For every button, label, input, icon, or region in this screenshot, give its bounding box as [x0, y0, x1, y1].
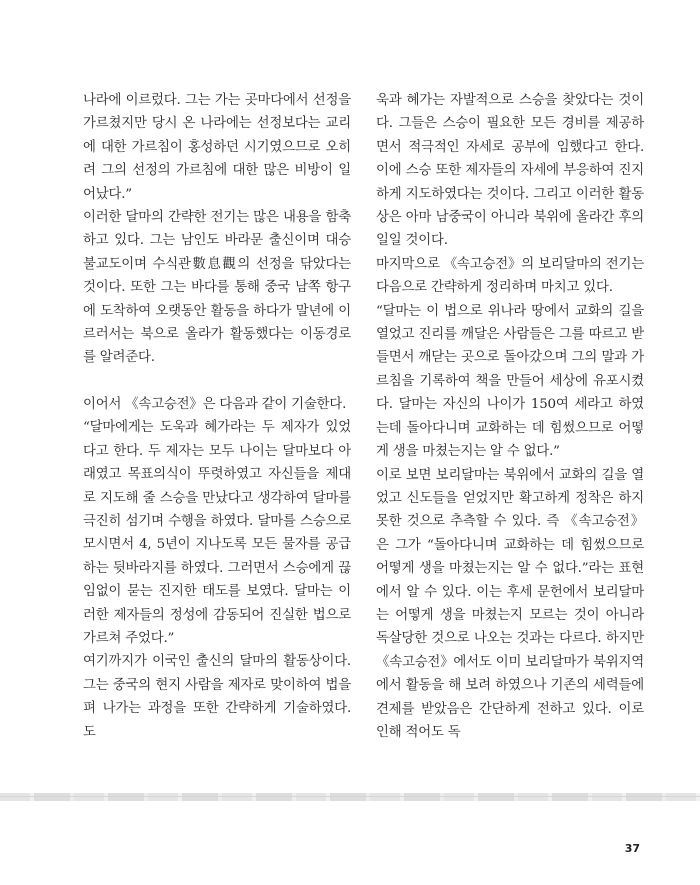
footer-divider [0, 793, 700, 801]
paragraph: 이어서 《속고승전》은 다음과 같이 기술한다. “달마에게는 도욱과 혜가라는 두 제자가 있었다고 한다. 두 제자는 모두 나이는 달마보다 아래였고 목표의식이 뚜렷하였고 자신들을 제대로 지도해 줄 스승을 만났다고 생각하여 달마를 극진히 섬기며 수행을 하였다. 달마를 스승으로 모시면서 4, 5년이 지나도록 모든 물자를 공급하는 뒷바라지를 하였다. 그러면서 스승에게 끊임없이 묻는 진지한 태도를 보였다. 달마는 이러한 제자들의 정성에 감동되어 진실한 법으로 가르쳐 주었다.” [83, 396, 351, 646]
page-number: 37 [624, 842, 640, 855]
paragraph: 이로 보면 보리달마는 북위에서 교화의 길을 열었고 신도들을 얻었지만 확고하게 정착은 하지 못한 것으로 추측할 수 있다. 즉 《속고승전》은 그가 “돌아다니며 교화하는 데 힘썼으므로 어떻게 생을 마쳤는지는 알 수 없다.”라는 표현에서 알 수 있다. 이는 후세 문헌에서 보리달마는 어떻게 생을 마쳤는지 모르는 것이 아니라 독살당한 것으로 나오는 것과는 다르다. 하지만 《속고승전》에서도 이미 보리달마가 북위지역에서 활동을 해 보려 하였으나 기존의 세력들에 견제를 받았음은 간단하게 전하고 있다. 이로 인해 적어도 독 [376, 467, 644, 740]
paragraph: 욱과 혜가는 자발적으로 스승을 찾았다는 것이다. 그들은 스승이 필요한 모든 경비를 제공하면서 적극적인 자세로 공부에 임했다고 한다. 이에 스승 또한 제자들의 자세에 부응하여 진지하게 지도하였다는 것이다. 그리고 이러한 활동상은 아마 남중국이 아니라 북위에 올라간 후의 일일 것이다. [376, 93, 644, 249]
left-column [83, 89, 351, 744]
right-column [376, 89, 644, 744]
paragraph: 여기까지가 이국인 출신의 달마의 활동상이다. 그는 중국의 현지 사람을 제자로 맞이하여 법을 펴 나가는 과정을 또한 간략하게 기술하였다. 도 [83, 654, 351, 740]
paragraph: “달마는 이 법으로 위나라 땅에서 교화의 길을 열었고 진리를 깨달은 사람들은 그를 따르고 받들면서 깨닫는 곳으로 돌아갔으며 그의 말과 가르침을 기록하여 책을 만들어 세상에 유포시켰다. 달마는 자신의 나이가 150여 세라고 하였는데 돌아다니며 교화하는 데 힘썼으므로 어떻게 생을 마쳤는지는 알 수 없다.” [376, 303, 644, 460]
paragraph: 마지막으로 《속고승전》의 보리달마의 전기는 다음으로 간략하게 정리하며 마치고 있다. [376, 256, 644, 296]
paragraph: 이러한 달마의 간략한 전기는 많은 내용을 함축하고 있다. 그는 남인도 바라문 출신이며 대승불교도이며 수식관數息觀의 선정을 닦았다는 것이다. 또한 그는 바다를 통해 중국 남쪽 항구에 도착하여 오랫동안 활동을 하다가 말년에 이르러서는 북으로 올라가 활동했다는 이동경로를 알려준다. [83, 210, 351, 366]
paragraph: 나라에 이르렀다. 그는 가는 곳마다에서 선정을 가르쳤지만 당시 온 나라에는 선정보다는 교리에 대한 가르침이 홍성하던 시기였으므로 오히려 그의 선정의 가르침에 대한 많은 비방이 일어났다.” [83, 93, 351, 202]
